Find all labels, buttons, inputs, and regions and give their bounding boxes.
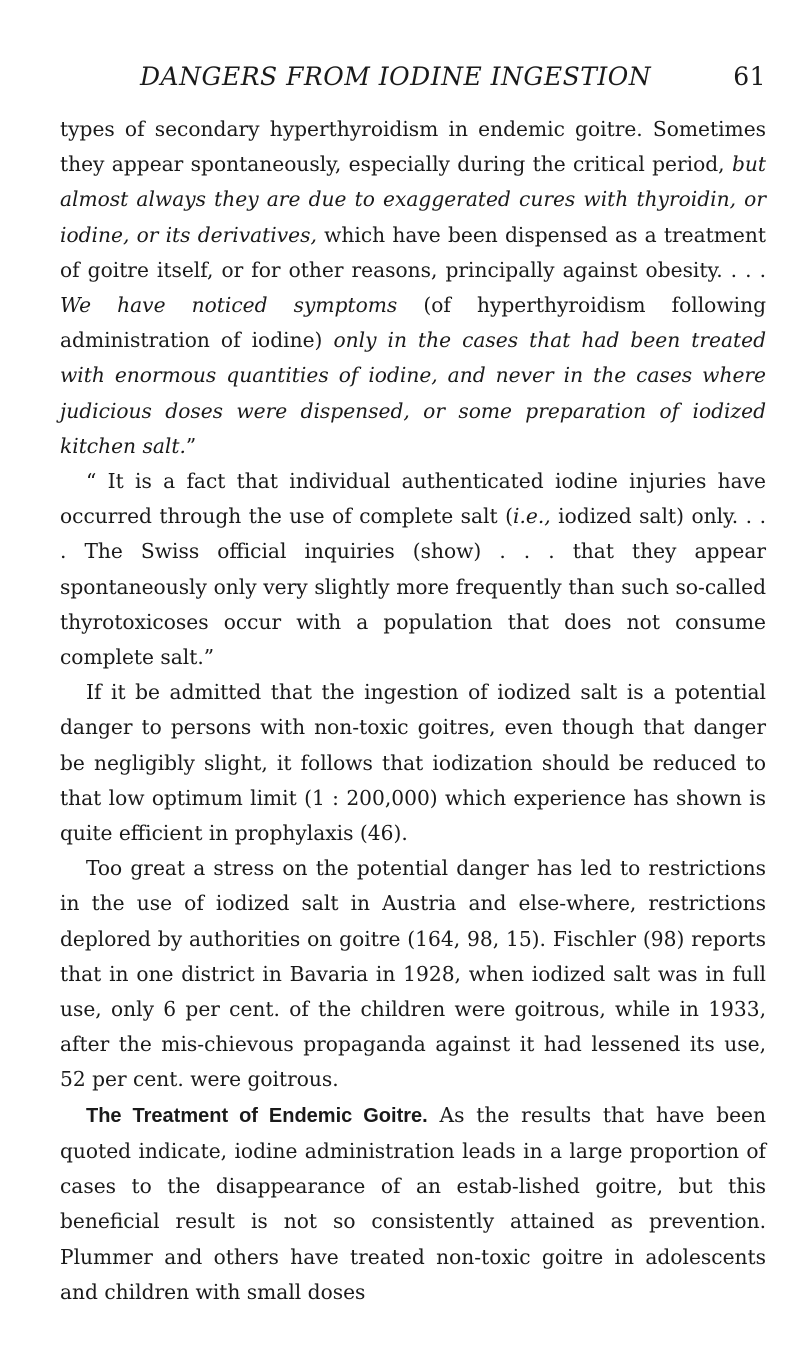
page-number: 61 bbox=[733, 62, 766, 91]
paragraph-4: Too great a stress on the potential danger has led to restrictions in the use of iodized salt in Austria and else-where, restrictions deplored by authorities on goitre (164, 98, 15). Fischler (98) reports that in one district in Bavaria in 1928, when iodized salt was in full use, only 6 per cent. of the children were goitrous, while in 1933, after the mis-chievous propaganda against it had lessened its use, 52 per cent. were goitrous. bbox=[60, 856, 766, 1092]
p1-italic-b: but almost always they are due to exaggerated cures with thyroidin, or iodine, or its derivatives, bbox=[60, 152, 766, 247]
running-title: DANGERS FROM IODINE INGESTION bbox=[140, 62, 652, 91]
paragraph-3: If it be admitted that the ingestion of iodized salt is a potential danger to persons with non-toxic goitres, even though that danger be negligibly slight, it follows that iodization should be reduced to that low optimum limit (1 : 200,000) which experience has shown is quite efficient in prophylaxis (46). bbox=[60, 680, 766, 846]
p1-text-c: which have been dispensed as a treatment of goitre itself, or for other reasons, principally against obesity. . . . bbox=[60, 222, 766, 282]
p2-text-a: “ It is a fact that individual authenticated iodine injuries have occurred through the use of complete salt ( bbox=[60, 469, 766, 529]
book-page bbox=[60, 62, 766, 1310]
paragraph-1 bbox=[60, 112, 766, 464]
paragraph-5 bbox=[60, 1098, 766, 1310]
section-heading: The Treatment of Endemic Goitre. bbox=[86, 1104, 428, 1127]
p2-italic-b: i.e., bbox=[513, 504, 551, 529]
p1-italic-f: only in the cases that had been treated with enormous quantities of iodine, and never in the cases where judicious doses were dispensed, bbox=[60, 328, 767, 423]
running-header bbox=[60, 62, 766, 102]
p2-text-c: iodized salt) only. . . . The Swiss official inquiries (show) . . . that they appear spontaneously only very slightly more frequently than such so-called thyrotoxicoses occur with a population that does not consume complete salt.” bbox=[60, 504, 766, 670]
p1-italic-h: or some preparation of iodized kitchen salt. bbox=[60, 398, 766, 458]
paragraph-2 bbox=[60, 464, 766, 675]
p1-text-i: ” bbox=[185, 433, 197, 458]
p1-text-a: types of secondary hyperthyroidism in endemic goitre. Sometimes they appear spontaneously, especially during the critical period, bbox=[60, 117, 766, 177]
p1-italic-d: We have noticed symptoms bbox=[60, 293, 398, 318]
p5-text: As the results that have been quoted indicate, iodine administration leads in a large proportion of cases to the disappearance of an estab-lished goitre, but this beneficial result is not so consistently attained as prevention. Plummer and others have treated non-toxic goitre in adolescents and children with small doses bbox=[60, 1102, 767, 1304]
body-text bbox=[60, 112, 766, 1310]
p1-text-e: (of hyperthyroidism following administration of iodine) bbox=[60, 293, 766, 353]
p1-text-g bbox=[410, 399, 423, 423]
